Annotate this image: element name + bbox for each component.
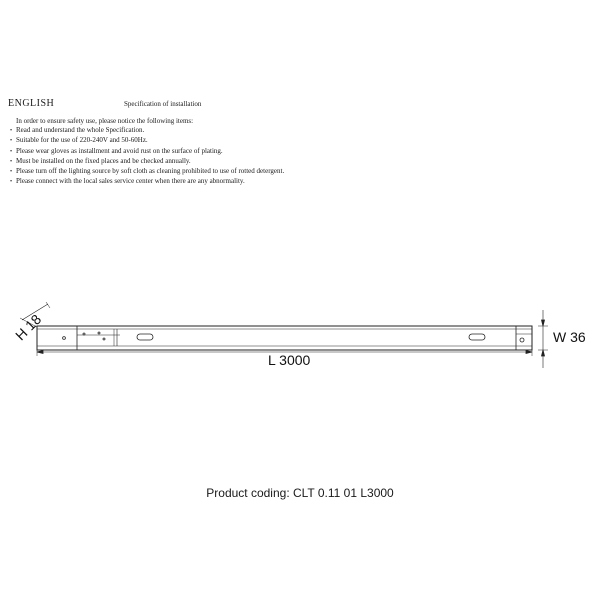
product-coding: Product coding: CLT 0.11 01 L3000 bbox=[206, 486, 394, 500]
instruction-item: • Please connect with the local sales service center when there are any abnormality. bbox=[10, 177, 284, 187]
width-dimension-label: W 36 bbox=[553, 329, 586, 345]
rail-body bbox=[37, 326, 532, 350]
instructions-list bbox=[10, 126, 284, 188]
mounting-slot bbox=[469, 334, 485, 340]
length-dimension-label: L 3000 bbox=[268, 352, 311, 368]
end-cap-screw bbox=[63, 337, 66, 340]
instruction-item: • Read and understand the whole Specification. bbox=[10, 126, 284, 136]
specification-title: Specification of installation bbox=[124, 100, 202, 108]
instructions-intro: In order to ensure safety use, please notice the following items: bbox=[16, 117, 194, 125]
language-label: ENGLISH bbox=[8, 98, 55, 109]
instruction-item: • Please wear gloves as installment and avoid rust on the surface of plating. bbox=[10, 147, 284, 157]
mounting-slot bbox=[137, 334, 153, 340]
instruction-item: • Please turn off the lighting source by soft cloth as cleaning prohibited to use of rotted detergent. bbox=[10, 167, 284, 177]
height-dimension-label: H 18 bbox=[12, 311, 45, 344]
instruction-item: • Suitable for the use of 220-240V and 50-60Hz. bbox=[10, 136, 284, 146]
instruction-item: • Must be installed on the fixed places and be checked annually. bbox=[10, 157, 284, 167]
